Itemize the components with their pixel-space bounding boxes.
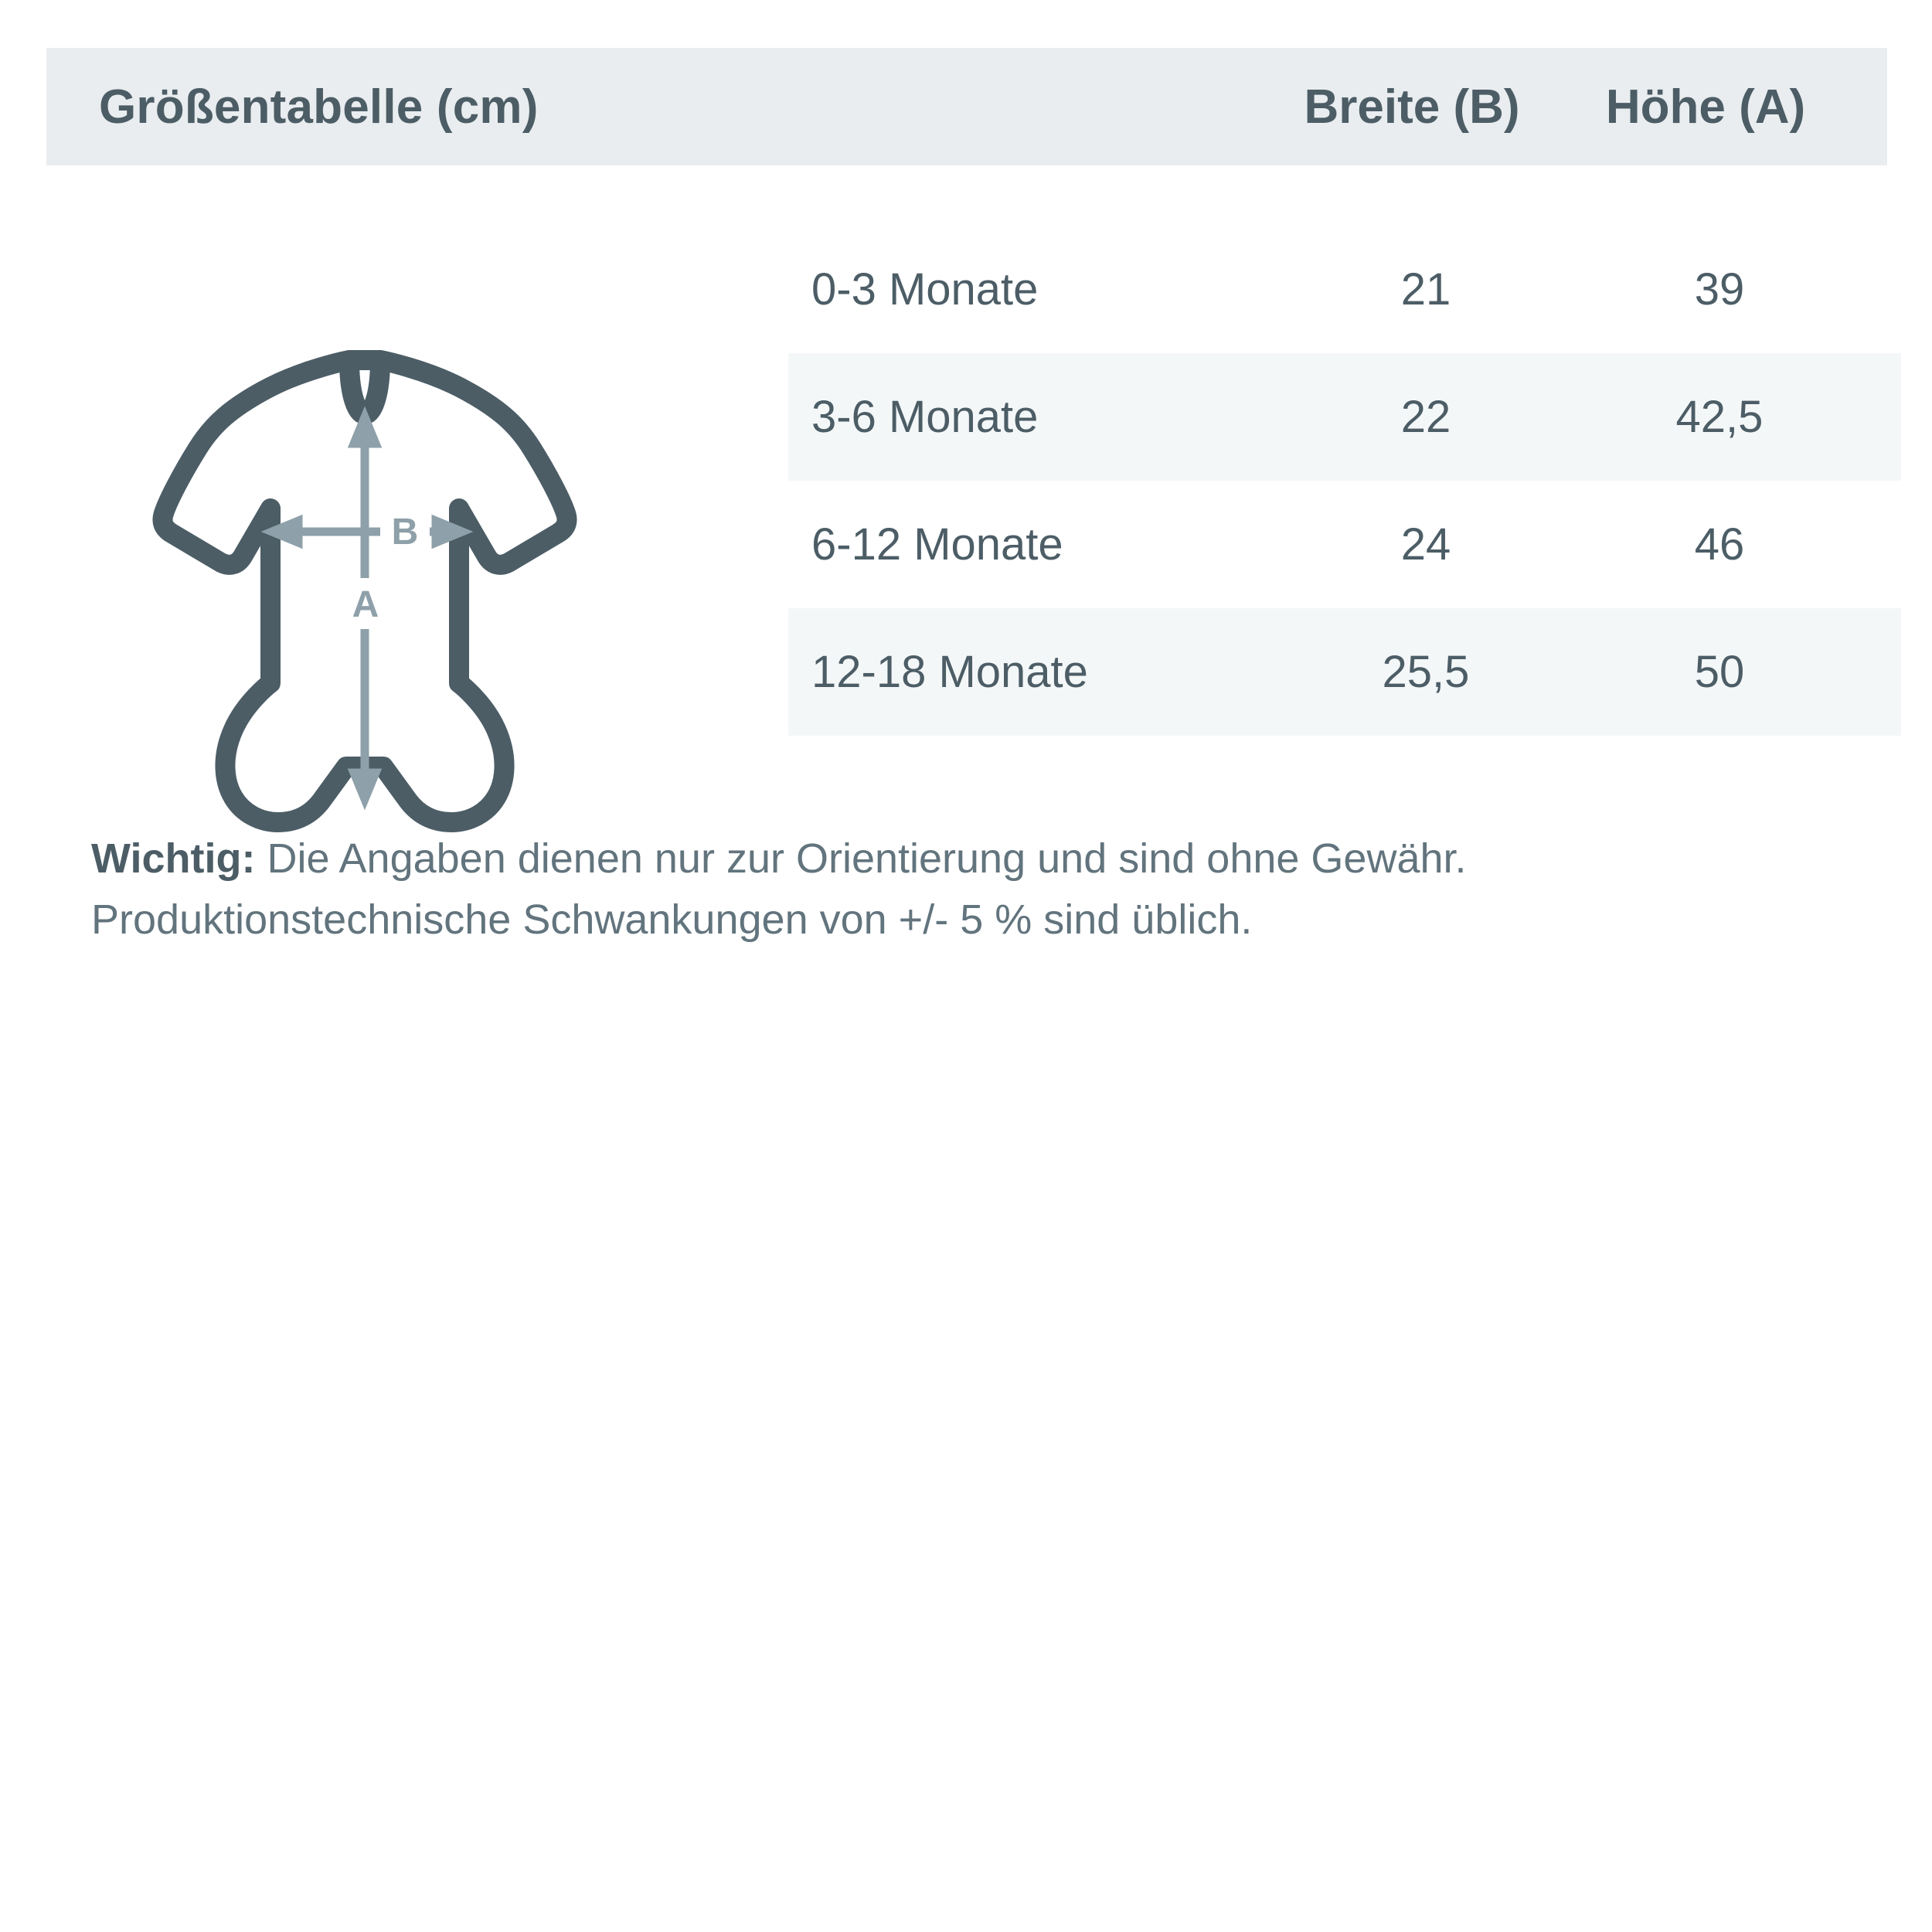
cell-size: 6-12 Monate: [811, 519, 1063, 570]
cell-width: 25,5: [1382, 647, 1470, 697]
disclaimer-text: Die Angaben dienen nur zur Orientierung und sind ohne Gewähr. Produktionstechnische Schwankungen von +/- 5 % sind üblich.: [91, 835, 1467, 944]
cell-height: 46: [1694, 519, 1745, 570]
disclaimer-lead: Wichtig:: [91, 835, 256, 882]
table-row: [788, 481, 1901, 608]
bodysuit-diagram: [147, 334, 688, 859]
cell-width: 24: [1400, 519, 1451, 570]
measurement-rows: [788, 165, 1901, 736]
column-header-width: Breite (B): [1304, 80, 1520, 134]
cell-size: 12-18 Monate: [811, 647, 1088, 697]
table-header-row: [46, 48, 1887, 165]
cell-width: 21: [1400, 264, 1451, 315]
label-height-a: A: [352, 584, 379, 625]
table-row: [788, 226, 1901, 353]
table-row: [788, 608, 1901, 736]
cell-size: 0-3 Monate: [811, 264, 1039, 315]
disclaimer-note: [91, 828, 1869, 951]
cell-height: 50: [1694, 647, 1745, 697]
cell-width: 22: [1400, 392, 1451, 442]
cell-height: 42,5: [1675, 392, 1764, 442]
table-row: [788, 353, 1901, 481]
page-title: Größentabelle (cm): [99, 80, 539, 134]
cell-height: 39: [1694, 264, 1745, 315]
size-table: [46, 48, 1887, 784]
garment-figure-cell: [46, 165, 788, 784]
cell-size: 3-6 Monate: [811, 392, 1039, 442]
table-body: [46, 165, 1887, 784]
column-header-height: Höhe (A): [1605, 80, 1806, 134]
label-width-b: B: [391, 512, 419, 553]
